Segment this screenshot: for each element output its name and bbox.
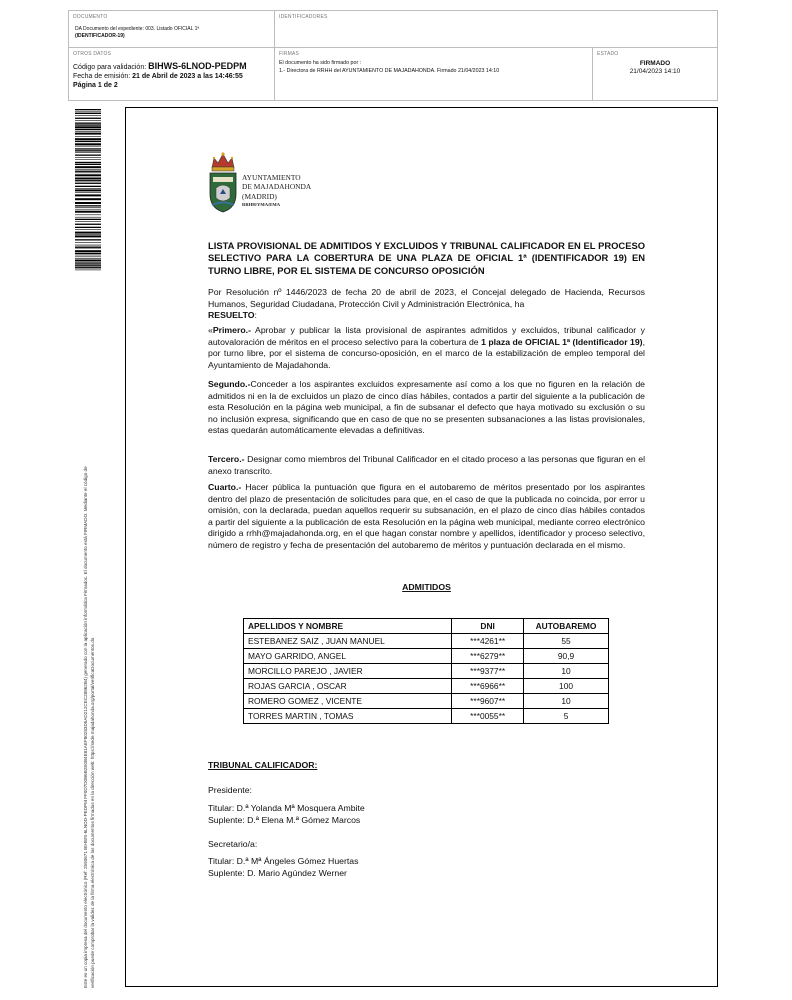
presidente-label: Presidente: [208,785,252,795]
admitidos-table [243,618,609,724]
table-header-row [244,619,609,634]
column-header-dni: DNI [452,619,524,634]
estado-value [597,60,713,77]
validation-code-line: Código para validación: BIHWS-6LNOD-PEDPM [73,61,247,71]
cell-dni: ***0055** [452,709,524,724]
documento-description [75,26,270,39]
cell-nombre: MORCILLO PAREJO , JAVIER [244,664,452,679]
firmas-cell [275,48,593,100]
secretario-titular: Titular: D.ª Mª Ángeles Gómez Huertas [208,856,359,866]
side-verification-text [83,288,96,988]
cell-dni: ***6966** [452,679,524,694]
cell-nombre: ESTEBANEZ SAIZ , JUAN MANUEL [244,634,452,649]
cuarto-paragraph: Cuarto.- Hacer pública la puntuación que figura en el autobaremo de méritos presentado por los aspirantes dentro del plazo de presentación de solicitudes para que, en el caso de que la publicada no coincida, por error u omisión, con la declarada, puedan aquellos requerir su subsanación, en el plazo de cinco días hábiles contados a partir del siguiente a la publicación de esta Resolución en la página web municipal, mediante correo electrónico dirigido a rrhh@majadahonda.org, en el que hagan constar nombre y apellidos, identificador y proceso selectivo, número de registro y fecha de presentación del autobaremo de méritos y puntuación declarada en el mismo. [208,482,645,550]
identificadores-label: IDENTIFICADORES [279,14,328,20]
coat-of-arms-icon [206,150,240,214]
cell-autobaremo: 5 [524,709,609,724]
side-line-1: Este es un copia impresa del documento electrónico (Ref: 2593671 BIHWS-6LNOD-PEDPM FF0D7D0B6B2E0B4E81AEF80283D5AD212CEC28862B4) generado con la aplicación informática Firmadoc. El documento está FIRMADO. Mediante el código de [83,466,88,988]
page-number: Página 1 de 2 [73,81,118,89]
firmas-line-1: El documento ha sido firmado por : [279,60,362,66]
side-line-2: verificación puede comprobar la validez de la firma electrónica de los documentos firmados en la dirección web: https://sede.majadahonda.org/portal/verificaDocumentos.do [89,637,95,988]
documento-label: DOCUMENTO [73,14,108,20]
tribunal-heading: TRIBUNAL CALIFICADOR: [208,760,318,770]
cell-autobaremo: 100 [524,679,609,694]
intro-paragraph: Por Resolución nº 1446/2023 de fecha 20 de abril de 2023, el Concejal delegado de Hacienda, Recursos Humanos, Seguridad Ciudadana, Protección Civil y Administración Electrónica, ha RESUELTO: [208,287,645,321]
table-row [244,649,609,664]
firmas-label: FIRMAS [279,51,300,57]
emission-date-line: Fecha de emisión: 21 de Abril de 2023 a las 14:46:55 [73,72,243,80]
firmas-text [279,60,588,75]
ayuntamiento-line-1: AYUNTAMIENTO [242,173,301,182]
barcode-image [75,109,101,271]
document-info-header [68,10,718,101]
resuelto-label: RESUELTO [208,310,255,321]
ayuntamiento-name [242,173,311,207]
table-row [244,664,609,679]
firmas-line-2: 1.- Directora de RRHH del AYUNTAMIENTO DE MAJADAHONDA. Firmado 21/04/2023 14:10 [279,67,500,74]
column-header-nombre: APELLIDOS Y NOMBRE [244,619,452,634]
validation-info [73,61,270,90]
cell-autobaremo: 55 [524,634,609,649]
cell-dni: ***4261** [452,634,524,649]
documento-line-2: (IDENTIFICADOR-19) [75,32,125,39]
estado-cell [593,48,717,100]
documento-cell [69,11,275,48]
table-row [244,709,609,724]
table-row [244,694,609,709]
presidente-suplente: Suplente: D.ª Elena M.ª Gómez Marcos [208,815,361,825]
column-header-autobaremo: AUTOBAREMO [524,619,609,634]
presidente-titular: Titular: D.ª Yolanda Mª Mosquera Ambite [208,803,365,813]
cell-autobaremo: 90,9 [524,649,609,664]
validation-code: BIHWS-6LNOD-PEDPM [148,61,247,71]
ayuntamiento-line-2: DE MAJADAHONDA [242,182,312,192]
emission-date: 21 de Abril de 2023 a las 14:46:55 [132,72,243,80]
table-row [244,634,609,649]
identificadores-cell [275,11,717,48]
cell-nombre: TORRES MARTIN , TOMAS [244,709,452,724]
documento-line-1: DA Documento del expediente: 003. Listado OFICIAL 1ª [75,26,200,32]
cell-dni: ***6279** [452,649,524,664]
primero-paragraph: «Primero.- Aprobar y publicar la lista provisional de aspirantes admitidos y excluidos, tribunal calificador y autovaloración de méritos en el proceso selectivo para la cobertura de 1 plaza de OFICIAL 1ª (Identificador 19), por turno libre, por el sistema de concurso-oposición, en el marco de la estabilización de empleo temporal del Ayuntamiento de Majadahonda. [208,325,645,370]
department-reference: RRHH/YMA/EMA [242,201,281,207]
estado-date: 21/04/2023 14:10 [629,68,681,76]
otros-datos-label: OTROS DATOS [73,51,112,57]
tercero-paragraph: Tercero.- Designar como miembros del Tribunal Calificador en el citado proceso a las personas que figuran en el anexo transcrito. [208,454,645,476]
table-row [244,679,609,694]
cell-nombre: MAYO GARRIDO, ANGEL [244,649,452,664]
secretario-label: Secretario/a: [208,839,258,849]
otros-datos-cell [69,48,275,100]
cell-autobaremo: 10 [524,694,609,709]
cell-dni: ***9377** [452,664,524,679]
cell-dni: ***9607** [452,694,524,709]
segundo-paragraph: Segundo.-Conceder a los aspirantes excluidos expresamente así como a los que no figuren en la relación de admitidos ni en la de excluidos un plazo de cinco días hábiles, contados a partir del siguiente a la publicación de esta Resolución en la página web municipal, a fin de subsanar el defecto que haya motivado su exclusión o su no inclusión expresa, significando que en caso de que no se presenten subsanaciones a las listas provisionales, estas quedarán automáticamente elevadas a definitivas. [208,379,645,436]
admitidos-heading: ADMITIDOS [402,582,451,592]
ayuntamiento-line-3: (MADRID) [242,191,277,201]
secretario-suplente: Suplente: D. Mario Agúndez Werner [208,868,347,878]
cell-autobaremo: 10 [524,664,609,679]
estado-status: FIRMADO [639,60,671,67]
cell-nombre: ROJAS GARCIA , OSCAR [244,679,452,694]
document-title: LISTA PROVISIONAL DE ADMITIDOS Y EXCLUIDOS Y TRIBUNAL CALIFICADOR EN EL PROCESO SELECTIVO PARA LA COBERTURA DE UNA PLAZA DE OFICIAL 1ª (IDENTIFICADOR 19) EN TURNO LIBRE, POR EL SISTEMA DE CONCURSO OPOSICIÓN [208,240,645,276]
cell-nombre: ROMERO GOMEZ , VICENTE [244,694,452,709]
estado-label: ESTADO [597,51,619,57]
